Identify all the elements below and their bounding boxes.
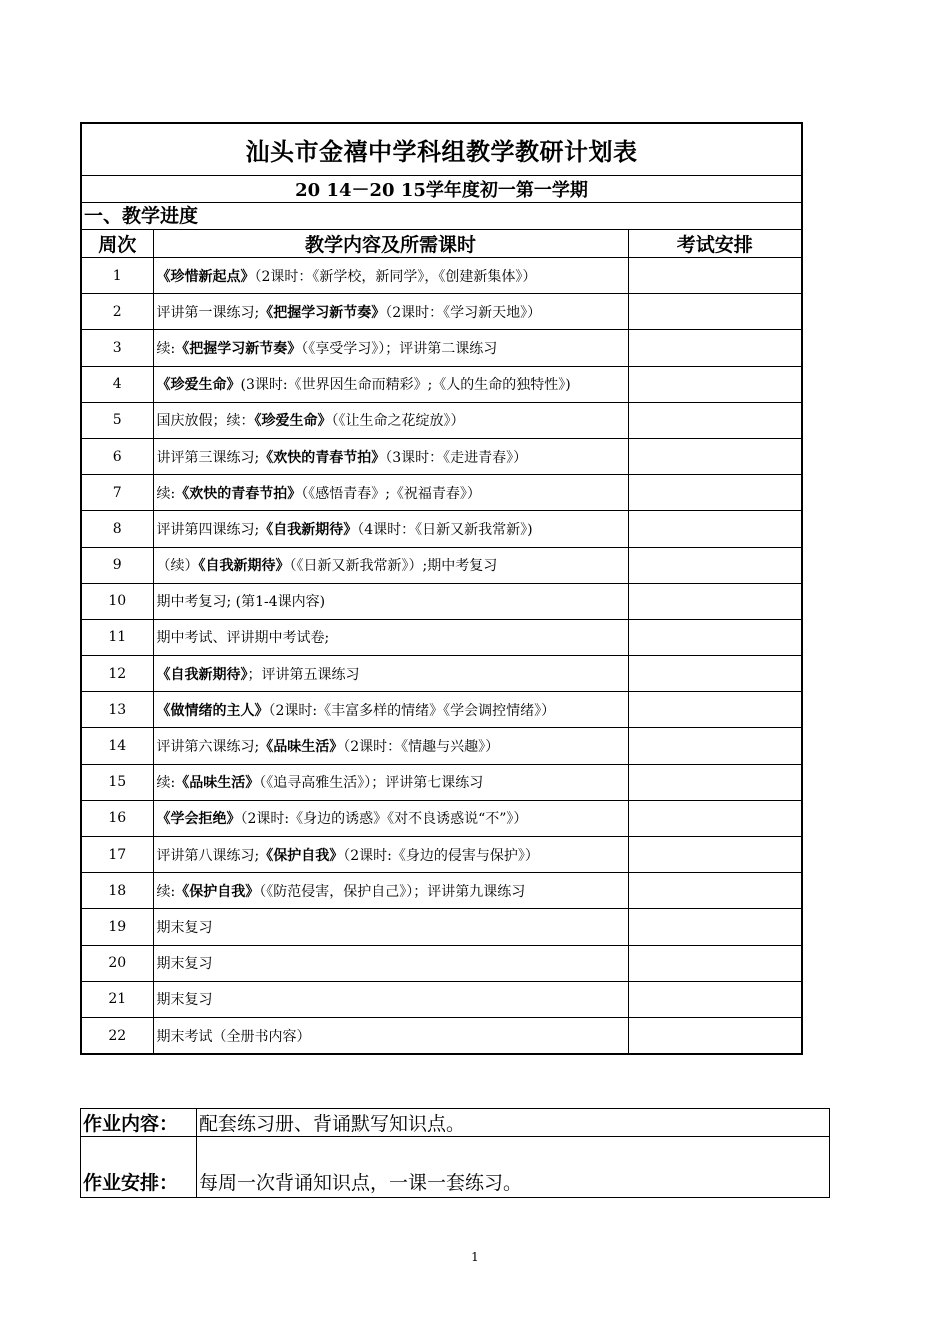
exam-cell — [628, 438, 802, 474]
lesson-text: （《日新又新我常新》）;期中考复习 — [289, 558, 498, 575]
lesson-content — [153, 837, 628, 873]
lesson-title: 《自我新期待》 — [198, 558, 290, 575]
lesson-text: 期末复习 — [156, 919, 213, 936]
lesson-title: 《保护自我》 — [175, 883, 260, 900]
lesson-text: （2课时:《身边的诱惑》《对不良诱惑说“不”》） — [240, 811, 528, 828]
exam-cell — [628, 619, 802, 655]
page-number: 1 — [471, 1250, 479, 1264]
lesson-text: 期末考试（全册书内容） — [156, 1028, 311, 1045]
week-number: 7 — [81, 475, 153, 511]
table-row — [81, 583, 802, 619]
lesson-content — [153, 981, 628, 1017]
lesson-text: 期中考试、评讲期中考试卷; — [156, 630, 330, 647]
lesson-title: 《珍爱生命》 — [254, 413, 332, 430]
lesson-content — [153, 1017, 628, 1054]
lesson-text: 国庆放假；续： — [156, 413, 255, 430]
week-number: 9 — [81, 547, 153, 583]
week-number: 8 — [81, 511, 153, 547]
lesson-content — [153, 800, 628, 836]
lesson-text: 期末复习 — [156, 992, 213, 1009]
week-number: 12 — [81, 656, 153, 692]
exam-cell — [628, 837, 802, 873]
lesson-text: 评讲第四课练习; — [156, 521, 260, 538]
week-number: 22 — [81, 1017, 153, 1054]
section-title: 一、教学进度 — [81, 203, 802, 230]
table-row — [81, 837, 802, 873]
homework-content-label: 作业内容： — [81, 1109, 197, 1137]
lesson-title: 《珍爱生命》 — [156, 377, 241, 394]
table-row — [81, 656, 802, 692]
table-row — [81, 873, 802, 909]
table-row — [81, 981, 802, 1017]
lesson-text: （2课时：《学习新天地》） — [385, 304, 542, 321]
table-row — [81, 945, 802, 981]
semester-subtitle: 20 14－20 15学年度初一第一学期 — [81, 176, 802, 203]
week-number: 21 — [81, 981, 153, 1017]
homework-content-value: 配套练习册、背诵默写知识点。 — [197, 1109, 830, 1137]
table-row — [81, 294, 802, 330]
week-number: 10 — [81, 583, 153, 619]
exam-cell — [628, 909, 802, 945]
lesson-content — [153, 438, 628, 474]
lesson-title: 《把握学习新节奏》 — [259, 304, 386, 321]
lesson-text: 续: — [156, 340, 176, 357]
lesson-text: （2课时:《丰富多样的情绪》《学会调控情绪》） — [268, 702, 556, 719]
lesson-content — [153, 656, 628, 692]
lesson-content — [153, 728, 628, 764]
lesson-text: （4课时：《日新又新我常新》) — [357, 521, 533, 538]
lesson-content — [153, 619, 628, 655]
lesson-text: 期中考复习; (第1-4课内容) — [156, 594, 326, 611]
lesson-title: 《自我新期待》 — [156, 666, 248, 683]
table-row — [81, 366, 802, 402]
exam-cell — [628, 981, 802, 1017]
lesson-title: 《做情绪的主人》 — [156, 702, 269, 719]
week-number: 1 — [81, 258, 153, 294]
lesson-text: （续） — [156, 558, 199, 575]
lesson-text: （2课时：《情趣与兴趣》） — [343, 739, 500, 756]
homework-arrange-label: 作业安排： — [81, 1137, 197, 1198]
header-exam: 考试安排 — [628, 230, 802, 258]
week-number: 18 — [81, 873, 153, 909]
homework-arrange-value: 每周一次背诵知识点，一课一套练习。 — [197, 1137, 830, 1198]
lesson-text: 评讲第一课练习; — [156, 304, 260, 321]
week-number: 6 — [81, 438, 153, 474]
exam-cell — [628, 330, 802, 366]
table-row — [81, 547, 802, 583]
lesson-title: 《欢快的青春节拍》 — [259, 449, 386, 466]
table-row — [81, 1017, 802, 1054]
header-week: 周次 — [81, 230, 153, 258]
lesson-content — [153, 258, 628, 294]
lesson-content — [153, 692, 628, 728]
lesson-title: 《学会拒绝》 — [156, 811, 241, 828]
lesson-title: 《欢快的青春节拍》 — [175, 485, 302, 502]
lesson-content — [153, 764, 628, 800]
lesson-content — [153, 402, 628, 438]
lesson-text: 续: — [156, 485, 176, 502]
lesson-text: （《防范侵害，保护自己》）；评讲第九课练习 — [259, 883, 526, 900]
lesson-content — [153, 330, 628, 366]
week-number: 20 — [81, 945, 153, 981]
lesson-content — [153, 475, 628, 511]
teaching-plan-table — [80, 122, 803, 1055]
lesson-text: 评讲第八课练习; — [156, 847, 260, 864]
exam-cell — [628, 728, 802, 764]
lesson-text: (3课时:《世界因生命而精彩》;《人的生命的独特性》) — [240, 377, 571, 394]
exam-cell — [628, 583, 802, 619]
table-row — [81, 800, 802, 836]
week-number: 16 — [81, 800, 153, 836]
lesson-title: 《保护自我》 — [259, 847, 344, 864]
lesson-text: ；评讲第五课练习 — [247, 666, 360, 683]
header-content: 教学内容及所需课时 — [153, 230, 628, 258]
week-number: 2 — [81, 294, 153, 330]
lesson-content — [153, 547, 628, 583]
table-row — [81, 475, 802, 511]
lesson-title: 《品味生活》 — [259, 739, 344, 756]
lesson-text: 续: — [156, 883, 176, 900]
exam-cell — [628, 873, 802, 909]
lesson-text: （《享受学习》）；评讲第二课练习 — [301, 340, 498, 357]
exam-cell — [628, 366, 802, 402]
week-number: 11 — [81, 619, 153, 655]
week-number: 3 — [81, 330, 153, 366]
lesson-text: （3课时：《走进青春》） — [385, 449, 528, 466]
exam-cell — [628, 656, 802, 692]
lesson-text: 讲评第三课练习; — [156, 449, 260, 466]
lesson-content — [153, 366, 628, 402]
exam-cell — [628, 258, 802, 294]
week-number: 17 — [81, 837, 153, 873]
lesson-text: （2课时：《新学校，新同学》，《创建新集体》） — [254, 268, 537, 285]
exam-cell — [628, 945, 802, 981]
lesson-content — [153, 909, 628, 945]
week-number: 15 — [81, 764, 153, 800]
table-row — [81, 511, 802, 547]
lesson-text: 续: — [156, 775, 176, 792]
week-number: 5 — [81, 402, 153, 438]
lesson-text: （2课时:《身边的侵害与保护》） — [343, 847, 539, 864]
lesson-text: （《感悟青春》;《祝福青春》） — [301, 485, 481, 502]
table-row — [81, 764, 802, 800]
lesson-content — [153, 294, 628, 330]
exam-cell — [628, 294, 802, 330]
table-row — [81, 258, 802, 294]
lesson-text: （《让生命之花绽放》） — [331, 413, 465, 430]
exam-cell — [628, 511, 802, 547]
week-number: 13 — [81, 692, 153, 728]
lesson-title: 《珍惜新起点》 — [156, 268, 255, 285]
lesson-text: 期末复习 — [156, 956, 213, 973]
lesson-content — [153, 583, 628, 619]
exam-cell — [628, 692, 802, 728]
lesson-title: 《品味生活》 — [175, 775, 260, 792]
exam-cell — [628, 764, 802, 800]
table-row — [81, 330, 802, 366]
homework-table — [80, 1108, 830, 1198]
lesson-title: 《把握学习新节奏》 — [175, 340, 302, 357]
lesson-content — [153, 511, 628, 547]
lesson-content — [153, 873, 628, 909]
lesson-text: 评讲第六课练习; — [156, 739, 260, 756]
lesson-text: （《追寻高雅生活》）；评讲第七课练习 — [259, 775, 484, 792]
table-row — [81, 909, 802, 945]
table-row — [81, 692, 802, 728]
exam-cell — [628, 800, 802, 836]
exam-cell — [628, 547, 802, 583]
document-title: 汕头市金禧中学科组教学教研计划表 — [81, 123, 802, 176]
table-row — [81, 619, 802, 655]
table-row — [81, 728, 802, 764]
lesson-title: 《自我新期待》 — [259, 521, 358, 538]
exam-cell — [628, 1017, 802, 1054]
week-number: 19 — [81, 909, 153, 945]
table-row — [81, 438, 802, 474]
table-row — [81, 402, 802, 438]
exam-cell — [628, 475, 802, 511]
week-number: 4 — [81, 366, 153, 402]
exam-cell — [628, 402, 802, 438]
lesson-content — [153, 945, 628, 981]
week-number: 14 — [81, 728, 153, 764]
